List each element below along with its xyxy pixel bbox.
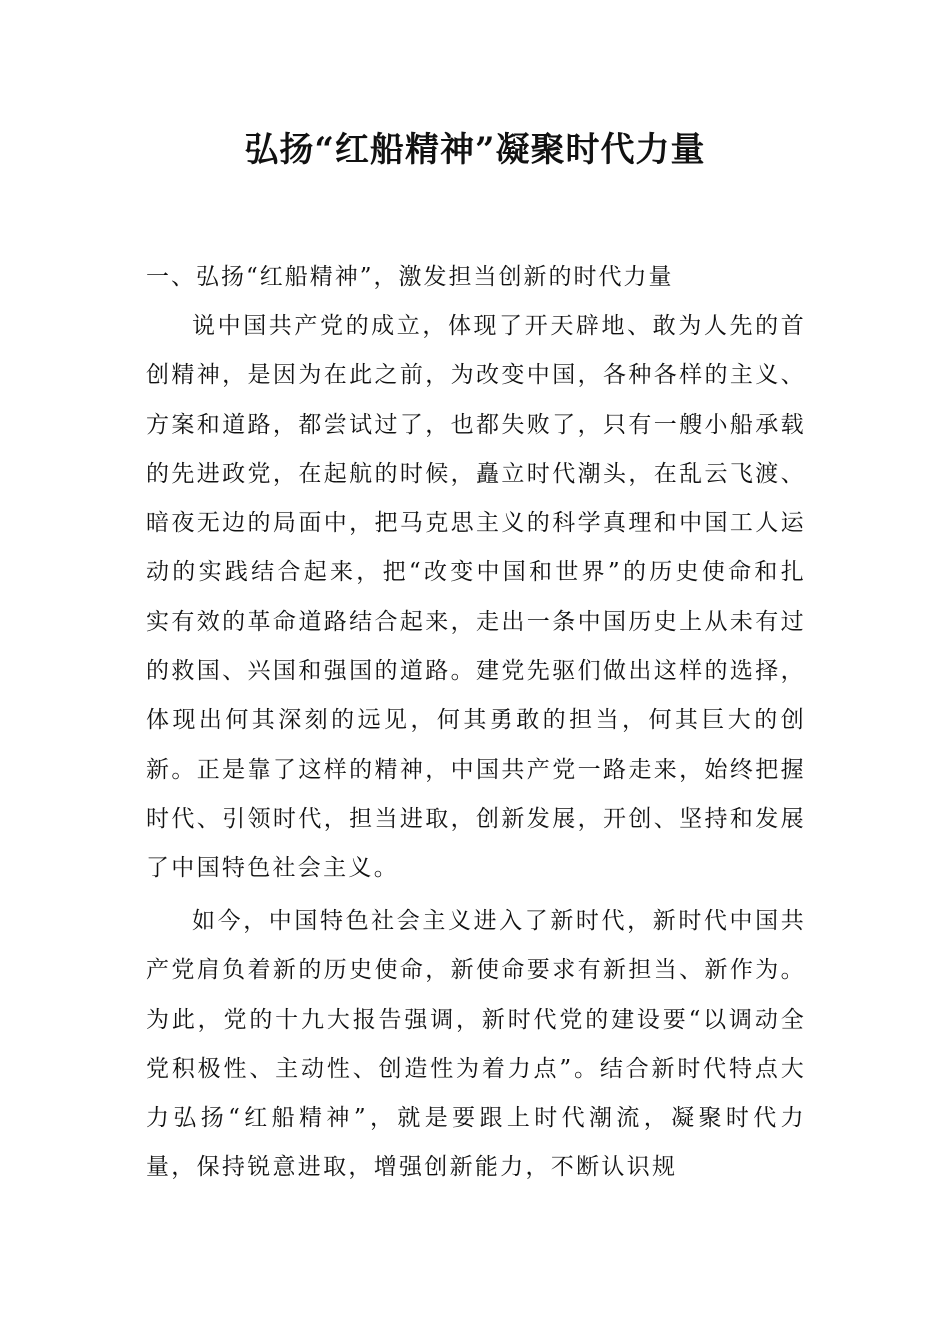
body-paragraph: 如今，中国特色社会主义进入了新时代，新时代中国共产党肩负着新的历史使命，新使命要求有新担当、新作为。为此，党的十九大报告强调，新时代党的建设要“以调动全党积极性、主动性、创造性为着力点”。结合新时代特点大力弘扬“红船精神”，就是要跟上时代潮流，凝聚时代力量，保持锐意进取，增强创新能力，不断认识规: [146, 908, 806, 1181]
document-title: 弘扬“红船精神”凝聚时代力量: [244, 130, 706, 170]
section-heading: 一、弘扬“红船精神”，激发担当创新的时代力量: [146, 264, 674, 290]
body-paragraph: 说中国共产党的成立，体现了开天辟地、敢为人先的首创精神，是因为在此之前，为改变中国，各种各样的主义、方案和道路，都尝试过了，也都失败了，只有一艘小船承载的先进政党，在起航的时候，矗立时代潮头，在乱云飞渡、暗夜无边的局面中，把马克思主义的科学真理和中国工人运动的实践结合起来，把“改变中国和世界”的历史使命和扎实有效的革命道路结合起来，走出一条中国历史上从未有过的救国、兴国和强国的道路。建党先驱们做出这样的选择，体现出何其深刻的远见，何其勇敢的担当，何其巨大的创新。正是靠了这样的精神，中国共产党一路走来，始终把握时代、引领时代，担当进取，创新发展，开创、坚持和发展了中国特色社会主义。: [146, 313, 806, 882]
